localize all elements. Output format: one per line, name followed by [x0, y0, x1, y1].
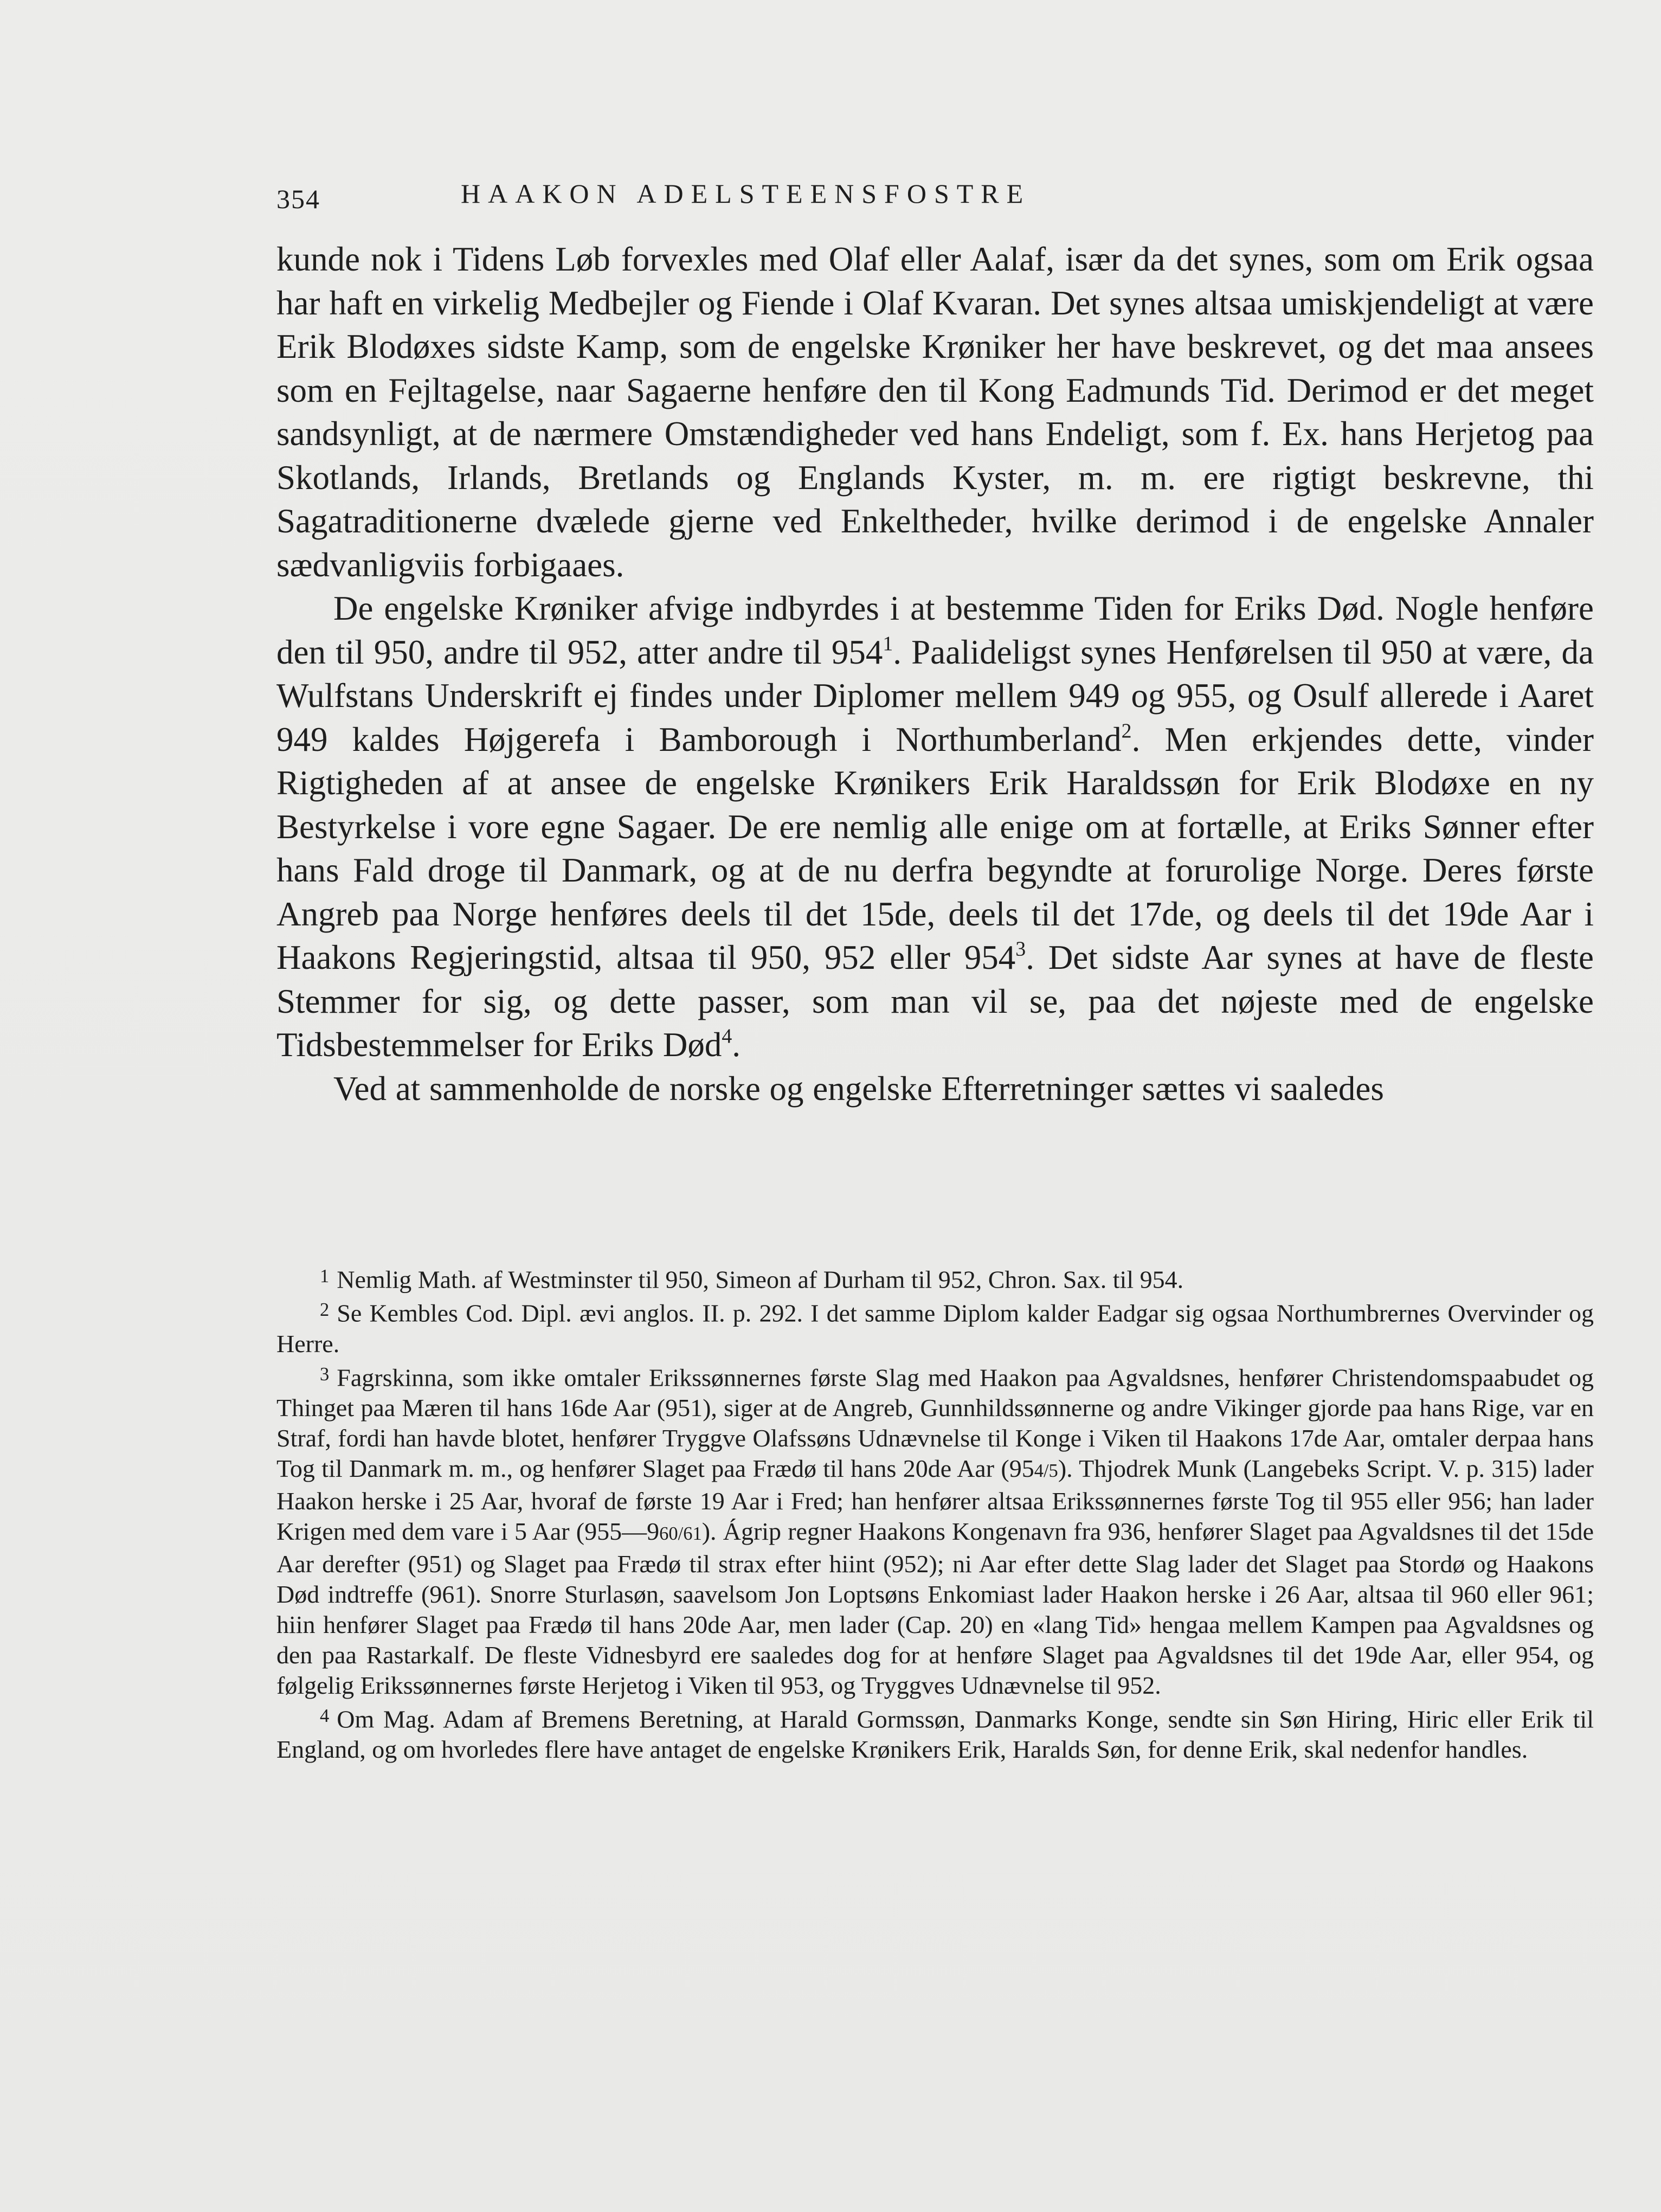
footnote-ref-3: 3	[1015, 937, 1026, 961]
footnote-4	[276, 1701, 1594, 1765]
paragraph-2-text-b: . Paalideligst synes Henførelsen til 950 at være, da Wulfstans Underskrift ej findes under Diplomer mellem 949 og 955, og Osulf allerede i Aaret 949 kaldes Højgerefa i Bamborough i Northumberland	[276, 633, 1594, 758]
fraction-95-4-5: 4/5	[1034, 1461, 1058, 1482]
page-header	[276, 172, 1594, 221]
paragraph-3	[276, 1067, 1594, 1111]
footnote-2	[276, 1295, 1594, 1359]
paragraph-1	[276, 237, 1594, 587]
page-number: 354	[276, 184, 320, 214]
footnote-3	[276, 1359, 1594, 1701]
paragraph-2-text-c: . Men erkjendes dette, vinder Rigtigheden af at ansee de engelske Krønikers Erik Haraldssøn for Erik Blodøxe en ny Bestyrkelse i vore egne Sagaer. De ere nemlig alle enige om at fortælle, at Eriks Sønner efter hans Fald droge til Danmark, og at de nu derfra begyndte at forurolige Norge. Deres første Angreb paa Norge henføres deels til det 15de, deels til det 17de, og deels til det 19de Aar i Haakons Regjeringstid, altsaa til 950, 952 eller 954	[276, 720, 1594, 976]
footnote-1-text: Nemlig Math. af Westminster til 950, Simeon af Durham til 952, Chron. Sax. til 954.	[337, 1265, 1184, 1294]
footnote-3-text-a: Fagrskinna, som ikke omtaler Erikssønnernes første Slag med Haakon paa Agvaldsnes, henfører Christendomspaabudet og Thinget paa Mæren til hans 16de Aar (951), siger at de Angreb, Gunnhildssønnerne og andre Vikinger gjorde paa hans Rige, var en Straf, fordi han havde blotet, henfører Tryggve Olafssøns Udnævnelse til Konge i Viken til Haakons 17de Aar, omtaler derpaa hans Tog til Danmark m. m., og henfører Slaget paa Frædø til hans 20de Aar (95	[276, 1364, 1594, 1483]
main-text	[276, 237, 1594, 1110]
footnote-ref-4: 4	[722, 1025, 732, 1048]
fraction-960-61: 60/61	[659, 1523, 702, 1545]
paragraph-1-text: kunde nok i Tidens Løb forvexles med Olaf eller Aalaf, især da det synes, som om Erik ogsaa har haft en virkelig Medbejler og Fiende i Olaf Kvaran. Det synes altsaa umiskjendeligt at være Erik Blodøxes sidste Kamp, som de engelske Krøniker her have beskrevet, og det maa ansees som en Fejltagelse, naar Sagaerne henføre den til Kong Eadmunds Tid. Derimod er det meget sandsynligt, at de nærmere Omstændigheder ved hans Endeligt, som f. Ex. hans Herjetog paa Skotlands, Irlands, Bretlands og Englands Kyster, m. m. ere rigtigt beskrevne, thi Sagatraditionerne dvælede gjerne ved Enkeltheder, hvilke derimod i de engelske Annaler sædvanligviis forbigaaes.	[276, 240, 1594, 584]
paragraph-2	[276, 587, 1594, 1067]
footnote-3-marker: 3	[320, 1364, 330, 1385]
paragraph-3-text: Ved at sammenholde de norske og engelske Efterretninger sættes vi saaledes	[333, 1069, 1384, 1108]
footnote-2-marker: 2	[320, 1300, 330, 1321]
paragraph-2-text-a: De engelske Krøniker afvige indbyrdes i at bestemme Tiden for Eriks Død. Nogle henføre den til 950, andre til 952, atter andre til 954	[276, 589, 1594, 671]
footnotes	[276, 1261, 1594, 1765]
footnote-1-marker: 1	[320, 1266, 330, 1287]
footnote-4-text: Om Mag. Adam af Bremens Beretning, at Harald Gormssøn, Danmarks Konge, sendte sin Søn Hiring, Hiric eller Erik til England, og om hvorledes flere have antaget de engelske Krønikers Erik, Haralds Søn, for denne Erik, skal nedenfor handles.	[276, 1705, 1594, 1764]
footnote-1	[276, 1261, 1594, 1295]
paragraph-2-text-e: .	[732, 1026, 741, 1064]
footnote-3-text-c: ). Ágrip regner Haakons Kongenavn fra 936, henfører Slaget paa Agvaldsnes til det 15de Aar derefter (951) og Slaget paa Frædø til strax efter hiint (952); ni Aar efter dette Slag lader det Slaget paa Stordø og Haakons Død indtreffe (961). Snorre Sturlasøn, saavelsom Jon Loptsøns Enkomiast lader Haakon herske i 26 Aar, altsaa til 960 eller 961; hiin henfører Slaget paa Frædø til hans 20de Aar, men lader (Cap. 20) en «lang Tid» hengaa mellem Kampen paa Agvaldsnes og den paa Rastarkalf. De fleste Vidnesbyrd ere saaledes dog for at henføre Slaget paa Agvaldsnes til det 19de Aar, eller 954, og følgelig Erikssønnernes første Herjetog i Viken til 953, og Tryggves Udnævnelse til 952.	[276, 1517, 1594, 1700]
footnote-ref-2: 2	[1121, 719, 1132, 742]
paragraph-2-text-d: . Det sidste Aar synes at have de fleste Stemmer for sig, og dette passer, som man vil se, paa det nøjeste med de engelske Tidsbestemmelser for Eriks Død	[276, 938, 1594, 1064]
footnote-2-text: Se Kembles Cod. Dipl. ævi anglos. II. p. 292. I det samme Diplom kalder Eadgar sig ogsaa Northumbrernes Overvinder og Herre.	[276, 1299, 1594, 1358]
running-title: HAAKON ADELSTEENSFOSTRE	[461, 178, 1031, 209]
footnote-ref-1: 1	[883, 632, 893, 655]
footnote-4-marker: 4	[320, 1706, 330, 1727]
footnote-3-text-b: ). Thjodrek Munk (Langebeks Script. V. p. 315) lader Haakon herske i 25 Aar, hvoraf de første 19 Aar i Fred; han henfører altsaa Erikssønnernes første Tog til 955 eller 956; han lader Krigen med dem vare i 5 Aar (955—9	[276, 1455, 1594, 1546]
